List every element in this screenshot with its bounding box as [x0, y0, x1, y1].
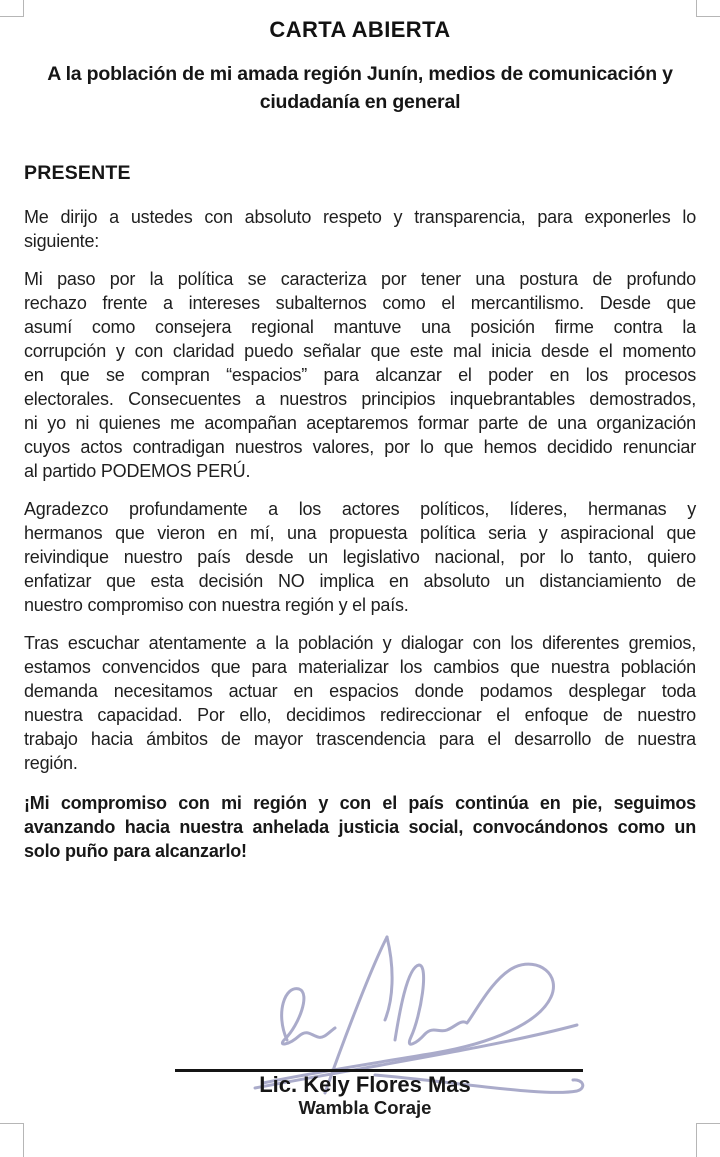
paragraph-line: ¡Mi compromiso con mi región y con el país continúa en pie, seguimos — [24, 793, 696, 813]
paragraph-line: hermanos que vieron en mí, una propuesta política seria y aspiracional que — [24, 523, 696, 543]
paragraph-line: avanzando hacia nuestra anhelada justicia social, convocándonos como un — [24, 817, 696, 837]
paragraph-line: estamos convencidos que para materializar los cambios que nuestra población — [24, 657, 696, 677]
salutation-line-2: ciudadanía en general — [259, 91, 461, 113]
paragraph-line: electorales. Consecuentes a nuestros principios inquebrantables demostrados, — [24, 389, 696, 409]
paragraph-line: siguiente: — [24, 231, 100, 251]
paragraph — [24, 497, 696, 617]
paragraph-line: solo puño para alcanzarlo! — [24, 841, 247, 861]
paragraph-line: trabajo hacia ámbitos de mayor trascendencia para el desarrollo de nuestra — [24, 729, 696, 749]
paragraph — [24, 205, 696, 253]
paragraph-line: en que se compran “espacios” para alcanzar el poder en los procesos — [24, 365, 696, 385]
paragraph — [24, 791, 696, 863]
paragraph-line: demanda necesitamos actuar en espacios donde podamos desplegar toda — [24, 681, 696, 701]
paragraph-line: asumí como consejera regional mantuve una posición firme contra la — [24, 317, 696, 337]
paragraph-line: región. — [24, 753, 78, 773]
text-boundary-mark-top-right — [696, 0, 720, 17]
paragraph-line: Me dirijo a ustedes con absoluto respeto y transparencia, para exponerles lo — [24, 207, 696, 227]
salutation-line-1: A la población de mi amada región Junín, medios de comunicación y — [47, 63, 673, 85]
letter-title: CARTA ABIERTA — [269, 17, 451, 42]
paragraph-line: al partido PODEMOS PERÚ. — [24, 461, 251, 481]
paragraph-line: nuestra capacidad. Por ello, decidimos redireccionar el enfoque de nuestro — [24, 705, 696, 725]
letter-body — [24, 205, 696, 863]
salutation — [24, 60, 696, 116]
paragraph-line: Mi paso por la política se caracteriza por tener una postura de profundo — [24, 269, 696, 289]
signatory-name: Lic. Kely Flores Mas — [259, 1072, 471, 1097]
presente-label: PRESENTE — [24, 162, 131, 184]
paragraph-line: Tras escuchar atentamente a la población y dialogar con los diferentes gremios, — [24, 633, 696, 653]
text-boundary-mark-bottom-left — [0, 1123, 24, 1157]
paragraph-line: corrupción y con claridad puedo señalar que este mal inicia desde el momento — [24, 341, 696, 361]
signatory-organization: Wambla Coraje — [298, 1097, 432, 1118]
paragraph-line: nuestro compromiso con nuestra región y el país. — [24, 595, 409, 615]
paragraph-line: reivindique nuestro país desde un legislativo nacional, por lo tanto, quiero — [24, 547, 696, 567]
paragraph-line: enfatizar que esta decisión NO implica en absoluto un distanciamiento de — [24, 571, 696, 591]
paragraph — [24, 631, 696, 775]
paragraph — [24, 267, 696, 483]
paragraph-line: ni yo ni quienes me acompañan aceptaremos formar parte de una organización — [24, 413, 696, 433]
text-boundary-mark-top-left — [0, 0, 24, 17]
paragraph-line: rechazo frente a intereses subalternos como el mercantilismo. Desde que — [24, 293, 696, 313]
text-boundary-mark-bottom-right — [696, 1123, 720, 1157]
paragraph-line: cuyos actos contradigan nuestros valores, por lo que hemos decidido renunciar — [24, 437, 696, 457]
paragraph-line: Agradezco profundamente a los actores políticos, líderes, hermanas y — [24, 499, 696, 519]
